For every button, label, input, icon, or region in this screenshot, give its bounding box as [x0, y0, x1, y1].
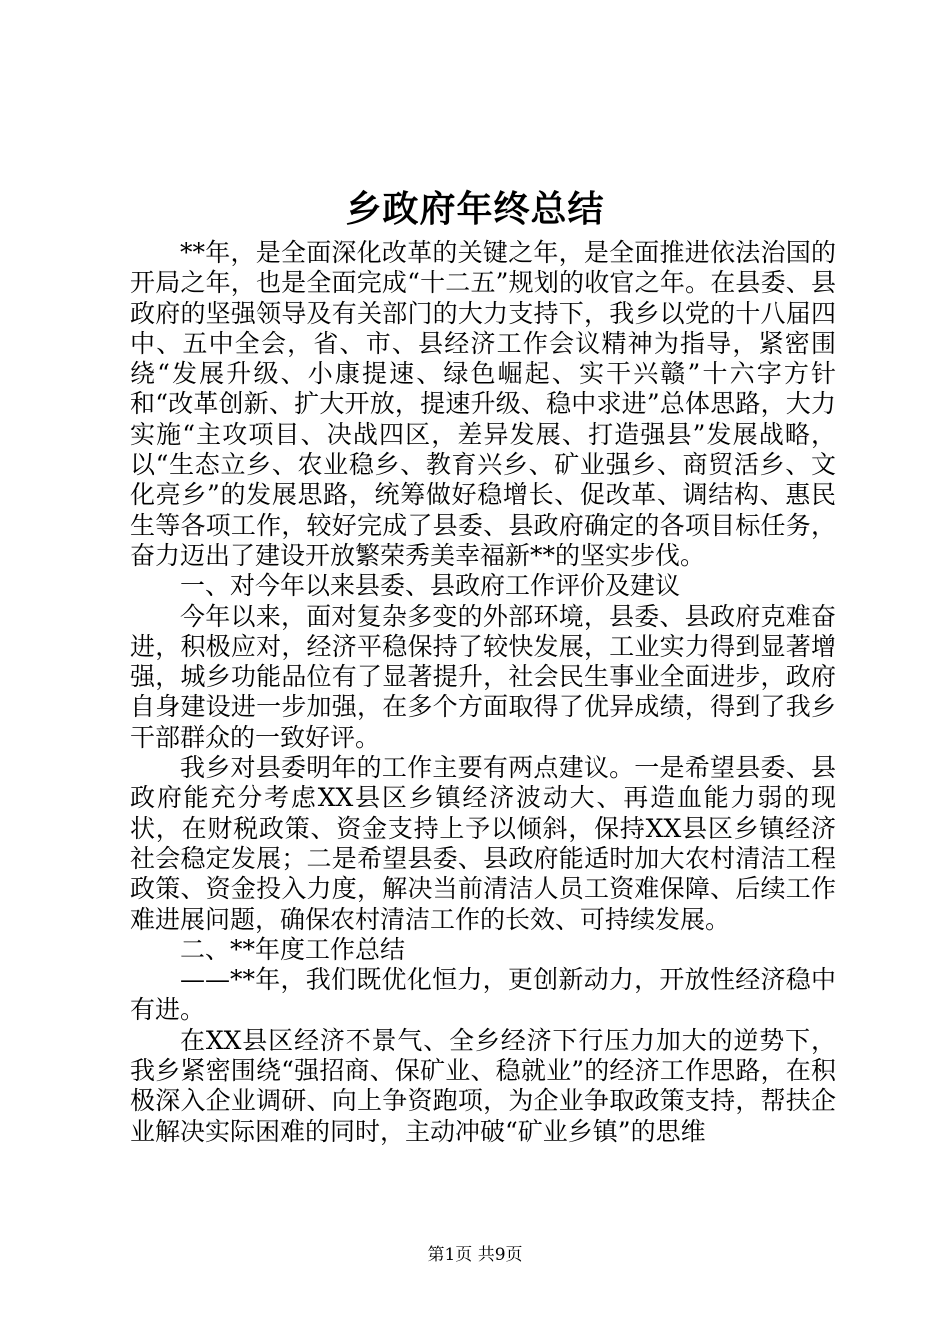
page-number-footer: 第1页 共9页 — [427, 1245, 523, 1265]
section-heading-1: 一、对今年以来县委、县政府工作评价及建议 — [180, 571, 681, 601]
document-body — [130, 238, 836, 1147]
paragraph-economy: 在XX县区经济不景气、全乡经济下行压力加大的逆势下，我乡紧密围绕“强招商、保矿业、稳就业”的经济工作思路，在积极深入企业调研、向上争资跑项，为企业争取政策支持，帮扶企业解决实际困难的同时，主动冲破“矿业乡镇”的思维 — [130, 1025, 836, 1146]
paragraph-evaluation: 今年以来，面对复杂多变的外部环境，县委、县政府克难奋进，积极应对，经济平稳保持了较快发展，工业实力得到显著增强，城乡功能品位有了显著提升，社会民生事业全面进步，政府自身建设进一步加强，在多个方面取得了优异成绩，得到了我乡干部群众的一致好评。 — [130, 601, 836, 752]
paragraph-suggestions: 我乡对县委明年的工作主要有两点建议。一是希望县委、县政府能充分考虑XX县区乡镇经济波动大、再造血能力弱的现状，在财税政策、资金支持上予以倾斜，保持XX县区乡镇经济社会稳定发展；二是希望县委、县政府能适时加大农村清洁工程政策、资金投入力度，解决当前清洁人员工资难保障、后续工作难进展问题，确保农村清洁工作的长效、可持续发展。 — [130, 753, 836, 934]
paragraph-intro: **年，是全面深化改革的关键之年，是全面推进依法治国的开局之年，也是全面完成“十二五”规划的收官之年。在县委、县政府的坚强领导及有关部门的大力支持下，我乡以党的十八届四中、五中全会，省、市、县经济工作会议精神为指导，紧密围绕“发展升级、小康提速、绿色崛起、实干兴赣”十六字方针和“改革创新、扩大开放，提速升级、稳中求进”总体思路，大力实施“主攻项目、决战四区，差异发展、打造强县”发展战略，以“生态立乡、农业稳乡、教育兴乡、矿业强乡、商贸活乡、文化亮乡”的发展思路，统筹做好稳增长、促改革、调结构、惠民生等各项工作，较好完成了县委、县政府确定的各项目标任务，奋力迈出了建设开放繁荣秀美幸福新**的坚实步伐。 — [130, 238, 836, 570]
document-title: 乡政府年终总结 — [345, 188, 605, 230]
section-heading-2: 二、**年度工作总结 — [180, 934, 406, 964]
paragraph-summary-lead: ——**年，我们既优化恒力，更创新动力，开放性经济稳中有进。 — [130, 965, 836, 1025]
